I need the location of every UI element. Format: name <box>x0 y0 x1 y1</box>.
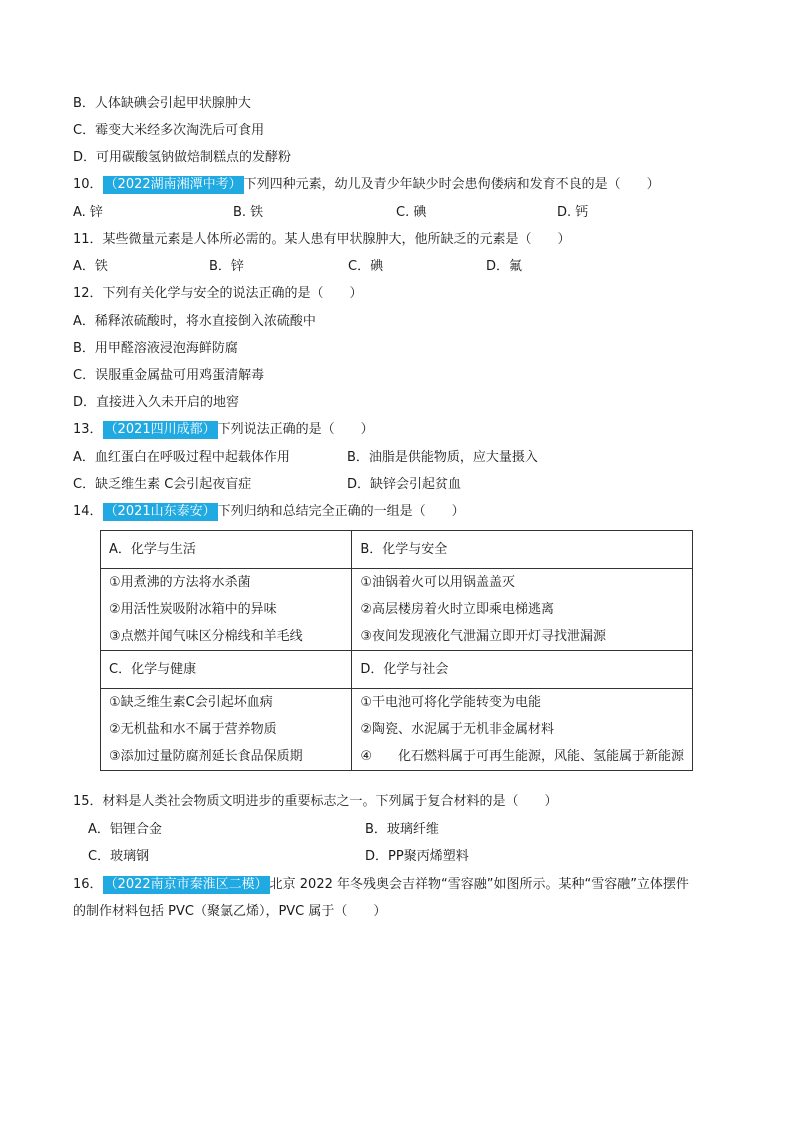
table-item: ①干电池可将化学能转变为电能 <box>360 695 541 710</box>
table-cell-d-head: D．化学与社会 <box>352 651 693 689</box>
question-13 <box>73 421 374 439</box>
question-10 <box>73 176 660 194</box>
q12-option-a: A．稀释浓硫酸时，将水直接倒入浓硫酸中 <box>73 314 316 329</box>
q11-option-d: D．氟 <box>486 259 523 274</box>
question-text: 下列归纳和总结完全正确的一组是（ ） <box>217 504 465 519</box>
table-cell-d-body <box>352 689 693 771</box>
table-item: ①油锅着火可以用锅盖盖灭 <box>360 575 515 590</box>
table-item: ②陶瓷、水泥属于无机非金属材料 <box>360 722 554 737</box>
question-number: 14． <box>73 504 103 519</box>
q13-option-a: A．血红蛋白在呼吸过程中起载体作用 <box>73 450 290 465</box>
q11-option-a: A．铁 <box>73 259 108 274</box>
q9-option-b: B．人体缺碘会引起甲状腺肿大 <box>73 96 251 111</box>
q9-option-d: D．可用碳酸氢钠做焙制糕点的发酵粉 <box>73 150 292 165</box>
table-cell-a-head: A．化学与生活 <box>101 531 352 569</box>
table-item: ④ 化石燃料属于可再生能源，风能、氢能属于新能源 <box>360 749 684 764</box>
table-item: ①用煮沸的方法将水杀菌 <box>109 575 251 590</box>
table-item: ③夜间发现液化气泄漏立即开灯寻找泄漏源 <box>360 629 606 644</box>
q10-option-b: B. 铁 <box>233 205 264 220</box>
question-16 <box>73 876 689 894</box>
q13-option-b: B．油脂是供能物质，应大量摄入 <box>347 450 538 465</box>
table-cell-c-body <box>101 689 352 771</box>
q15-option-c: C．玻璃钢 <box>88 849 150 864</box>
source-tag: （2022湖南湘潭中考） <box>104 177 242 192</box>
question-number: 16． <box>73 877 103 892</box>
q10-option-d: D. 钙 <box>557 205 589 220</box>
table-item: ③添加过量防腐剂延长食品保质期 <box>109 749 303 764</box>
question-16-continued: 的制作材料包括 PVC（聚氯乙烯），PVC 属于（ ） <box>73 904 387 919</box>
question-12: 12．下列有关化学与安全的说法正确的是（ ） <box>73 286 363 301</box>
q10-option-a: A. 锌 <box>73 205 103 220</box>
q15-option-b: B．玻璃纤维 <box>365 822 439 837</box>
q12-option-b: B．用甲醛溶液浸泡海鲜防腐 <box>73 341 238 356</box>
question-text: 下列四种元素，幼儿及青少年缺少时会患佝偻病和发育不良的是（ ） <box>243 177 660 192</box>
table-item: ②高层楼房着火时立即乘电梯逃离 <box>360 602 554 617</box>
table-cell-b-head: B．化学与安全 <box>352 531 693 569</box>
table-item: ③点燃并闻气味区分棉线和羊毛线 <box>109 629 303 644</box>
question-number: 10． <box>73 177 103 192</box>
question-number: 13． <box>73 422 103 437</box>
q11-option-b: B．锌 <box>209 259 244 274</box>
q13-option-d: D．缺锌会引起贫血 <box>347 477 462 492</box>
question-text: 北京 2022 年冬残奥会吉祥物“雪容融”如图所示。某种“雪容融”立体摆件 <box>269 877 689 892</box>
q12-option-c: C．误服重金属盐可用鸡蛋清解毒 <box>73 368 265 383</box>
question-11: 11．某些微量元素是人体所必需的。某人患有甲状腺肿大，他所缺乏的元素是（ ） <box>73 232 571 247</box>
table-item: ①缺乏维生素C会引起坏血病 <box>109 695 273 710</box>
table-cell-c-head: C．化学与健康 <box>101 651 352 689</box>
source-tag: （2022南京市秦淮区二模） <box>104 877 268 892</box>
summary-table <box>100 530 693 771</box>
table-item: ②用活性炭吸附冰箱中的异味 <box>109 602 277 617</box>
question-14 <box>73 503 465 521</box>
table-item: ②无机盐和水不属于营养物质 <box>109 722 277 737</box>
q11-option-c: C．碘 <box>348 259 384 274</box>
table-cell-b-body <box>352 569 693 651</box>
q13-option-c: C．缺乏维生素 C会引起夜盲症 <box>73 477 252 492</box>
question-text: 下列说法正确的是（ ） <box>217 422 374 437</box>
source-tag: （2021四川成都） <box>104 422 216 437</box>
question-15: 15．材料是人类社会物质文明进步的重要标志之一。下列属于复合材料的是（ ） <box>73 794 558 809</box>
q15-option-a: A．铝锂合金 <box>88 822 162 837</box>
q15-option-d: D．PP聚丙烯塑料 <box>365 849 469 864</box>
table-cell-a-body <box>101 569 352 651</box>
q12-option-d: D．直接进入久未开启的地窖 <box>73 395 240 410</box>
source-tag: （2021山东泰安） <box>104 504 216 519</box>
q9-option-c: C．霉变大米经多次淘洗后可食用 <box>73 123 265 138</box>
q10-option-c: C. 碘 <box>396 205 427 220</box>
